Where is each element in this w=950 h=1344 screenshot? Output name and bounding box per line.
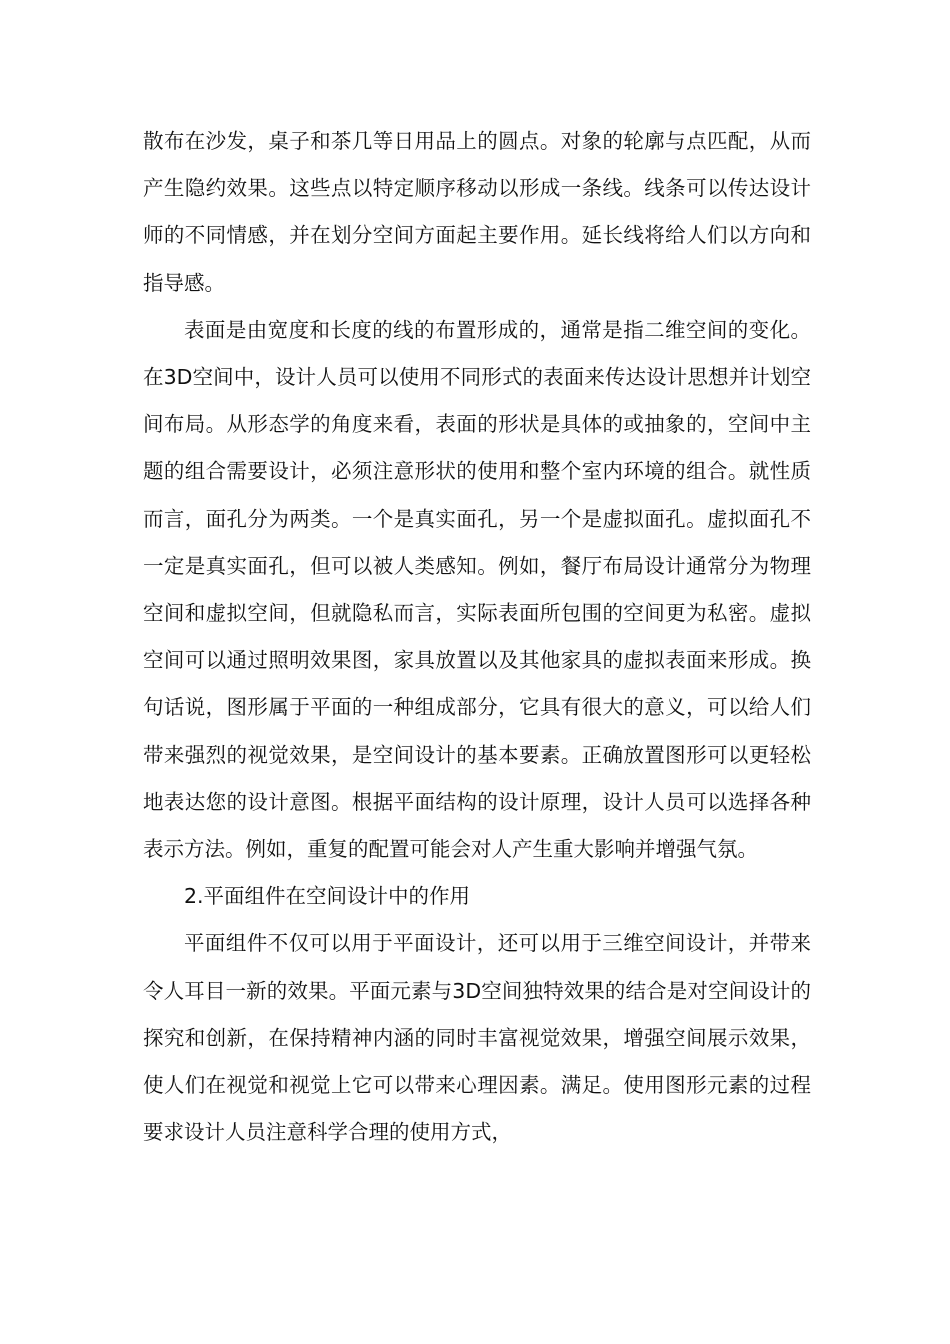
paragraph-dots-and-lines: 散布在沙发，桌子和茶几等日用品上的圆点。对象的轮廓与点匹配，从而产生隐约效果。这些点以特定顺序移动以形成一条线。线条可以传达设计师的不同情感，并在划分空间方面起主要作用。延长线将给人们以方向和指导感。 (143, 129, 811, 295)
paragraph-planar-components: 平面组件不仅可以用于平面设计，还可以用于三维空间设计，并带来令人耳目一新的效果。平面元素与3D空间独特效果的结合是对空间设计的探究和创新，在保持精神内涵的同时丰富视觉效果，增强空间展示效果，使人们在视觉和视觉上它可以带来心理因素。满足。使用图形元素的过程要求设计人员注意科学合理的使用方式， (143, 931, 811, 1145)
document-body (143, 118, 811, 1156)
paragraph-surfaces: 表面是由宽度和长度的线的布置形成的，通常是指二维空间的变化。在3D空间中，设计人员可以使用不同形式的表面来传达设计思想并计划空间布局。从形态学的角度来看，表面的形状是具体的或抽象的，空间中主题的组合需要设计，必须注意形状的使用和整个室内环境的组合。就性质而言，面孔分为两类。一个是真实面孔，另一个是虚拟面孔。虚拟面孔不一定是真实面孔，但可以被人类感知。例如，餐厅布局设计通常分为物理空间和虚拟空间，但就隐私而言，实际表面所包围的空间更为私密。虚拟空间可以通过照明效果图，家具放置以及其他家具的虚拟表面来形成。换句话说，图形属于平面的一种组成部分，它具有很大的意义，可以给人们带来强烈的视觉效果，是空间设计的基本要素。正确放置图形可以更轻松地表达您的设计意图。根据平面结构的设计原理，设计人员可以选择各种表示方法。例如，重复的配置可能会对人产生重大影响并增强气氛。 (143, 317, 811, 862)
section-heading: 2.平面组件在空间设计中的作用 (184, 884, 471, 909)
